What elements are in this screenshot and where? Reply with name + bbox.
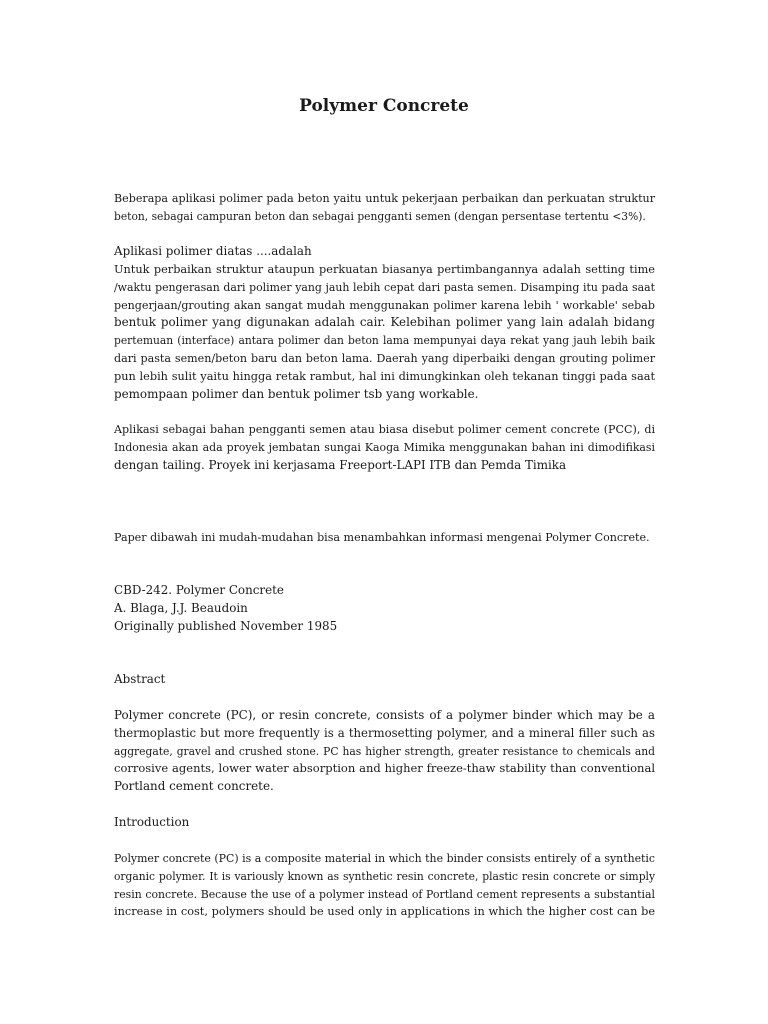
- citation-authors: A. Blaga, J.J. Beaudoin: [114, 600, 248, 615]
- text-line: pertemuan (interface) antara polimer dan beton lama mempunyai daya rekat yang jauh lebih baik: [114, 334, 655, 348]
- text-line: corrosive agents, lower water absorption and higher freeze-thaw stability than conventional: [114, 761, 655, 776]
- heading-text: Aplikasi polimer diatas ....adalah: [114, 244, 312, 258]
- text-line: Portland cement concrete.: [114, 779, 274, 794]
- citation-id: CBD-242. Polymer Concrete: [114, 583, 284, 597]
- heading-text: Introduction: [114, 815, 190, 829]
- text-line: increase in cost, polymers should be used only in applications in which the higher cost can be: [114, 905, 655, 919]
- text-line: dari pasta semen/beton baru dan beton lama. Daerah yang diperbaiki dengan grouting polimer: [114, 351, 655, 365]
- text-line: pun lebih sulit yaitu hingga retak rambut, hal ini dimungkinkan oleh tekanan tinggi pada saat: [114, 369, 655, 383]
- citation-block: [114, 582, 655, 635]
- pcc-paragraph: [114, 421, 655, 474]
- text-line: Polymer concrete (PC) is a composite material in which the binder consists entirely of a synthetic: [114, 852, 655, 865]
- text-line: Beberapa aplikasi polimer pada beton yaitu untuk pekerjaan perbaikan dan perkuatan struktur: [114, 192, 655, 205]
- text-line: resin concrete. Because the use of a polymer instead of Portland cement represents a substantial: [114, 887, 655, 901]
- text-line: pengerjaan/grouting akan sangat mudah menggunakan polimer karena lebih ' workable' sebab: [114, 298, 655, 312]
- heading-text: Abstract: [114, 672, 166, 686]
- introduction-paragraph: [114, 850, 655, 921]
- text-line: Indonesia akan ada proyek jembatan sungai Kaoga Mimika menggunakan bahan ini dimodifikasi: [114, 440, 655, 454]
- text-line: organic polymer. It is variously known as synthetic resin concrete, plastic resin concrete or simply: [114, 869, 655, 883]
- text-line: dengan tailing. Proyek ini kerjasama Freeport-LAPI ITB dan Pemda Timika: [114, 457, 567, 472]
- text-line: Aplikasi sebagai bahan pengganti semen atau biasa disebut polimer cement concrete (PCC), di: [114, 423, 655, 436]
- intro-paragraph: [114, 190, 655, 226]
- text-line: bentuk polimer yang digunakan adalah cair. Kelebihan polimer yang lain adalah bidang: [114, 315, 655, 330]
- abstract-heading: [114, 671, 655, 689]
- citation-date: Originally published November 1985: [114, 618, 338, 633]
- text-line: /waktu pengerasan dari polimer yang jauh lebih cepat dari pasta semen. Disamping itu pada saat: [114, 280, 655, 294]
- document-title: Polymer Concrete: [299, 96, 469, 116]
- application-paragraph: [114, 261, 655, 403]
- text-line: thermoplastic but more frequently is a thermosetting polymer, and a mineral filler such as: [114, 725, 655, 740]
- text-line: beton, sebagai campuran beton dan sebagai pengganti semen (dengan persentase tertentu <3%).: [114, 209, 646, 223]
- introduction-heading: [114, 814, 655, 832]
- text-line: pemompaan polimer dan bentuk polimer tsb yang workable.: [114, 386, 479, 401]
- application-heading: [114, 243, 655, 261]
- text-line: Paper dibawah ini mudah-mudahan bisa menambahkan informasi mengenai Polymer Concrete.: [114, 531, 650, 544]
- text-line: Untuk perbaikan struktur ataupun perkuatan biasanya pertimbangannya adalah setting time: [114, 263, 655, 276]
- paper-note: [114, 529, 655, 547]
- text-line: Polymer concrete (PC), or resin concrete, consists of a polymer binder which may be a: [114, 708, 655, 722]
- text-line: aggregate, gravel and crushed stone. PC has higher strength, greater resistance to chemicals and: [114, 744, 655, 758]
- abstract-paragraph: [114, 707, 655, 796]
